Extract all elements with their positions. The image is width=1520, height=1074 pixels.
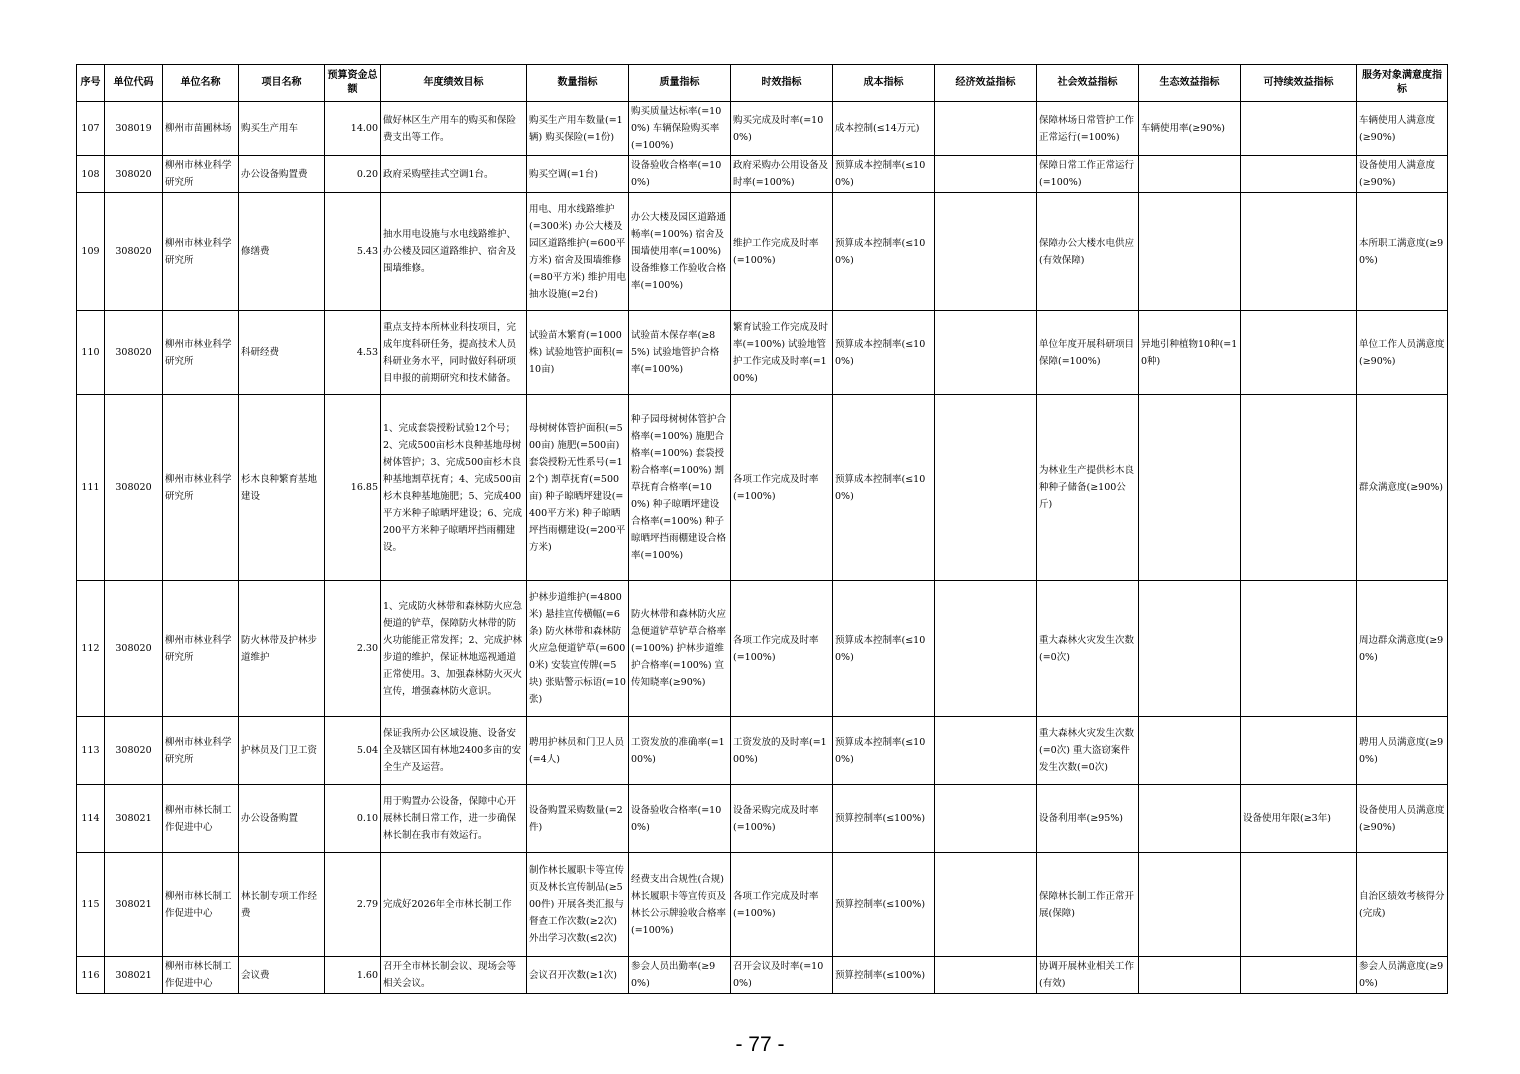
cell-unit-name: 柳州市林长制工作促进中心 (163, 853, 239, 957)
table-row (77, 785, 1448, 853)
cell-budget: 2.79 (325, 853, 381, 957)
cell-cost-indicator: 预算成本控制率(≤100%) (833, 717, 935, 785)
cell-economic-benefit (935, 581, 1037, 717)
cell-project-name: 办公设备购置 (239, 785, 325, 853)
cell-budget: 16.85 (325, 395, 381, 581)
cell-unit-code: 308019 (105, 102, 163, 156)
cell-index: 116 (77, 957, 105, 994)
cell-social-benefit: 重大森林火灾发生次数(=0次) (1037, 581, 1139, 717)
cell-project-name: 护林员及门卫工资 (239, 717, 325, 785)
cell-sustainable-benefit (1241, 311, 1357, 395)
cell-quality-indicator: 购买质量达标率(=100%) 车辆保险购买率(=100%) (629, 102, 731, 156)
cell-social-benefit: 保障林长制工作正常开展(保障) (1037, 853, 1139, 957)
cell-economic-benefit (935, 311, 1037, 395)
cell-economic-benefit (935, 193, 1037, 311)
cell-annual-goal: 政府采购壁挂式空调1台。 (381, 156, 527, 193)
header-unit-code: 单位代码 (105, 65, 163, 102)
cell-satisfaction: 设备使用人满意度(≥90%) (1357, 156, 1448, 193)
header-project-name: 项目名称 (239, 65, 325, 102)
cell-project-name: 修缮费 (239, 193, 325, 311)
cell-annual-goal: 1、完成套袋授粉试验12个号；2、完成500亩杉木良种基地母树树体管护；3、完成500亩杉木良种基地割草抚育；4、完成500亩杉木良种基地施肥；5、完成400平方米种子晾晒坪建设；6、完成200平方米种子晾晒坪挡雨棚建设。 (381, 395, 527, 581)
cell-cost-indicator: 预算成本控制率(≤100%) (833, 311, 935, 395)
cell-timeliness-indicator: 召开会议及时率(=100%) (731, 957, 833, 994)
table-row (77, 853, 1448, 957)
performance-table (76, 64, 1448, 994)
header-social-benefit: 社会效益指标 (1037, 65, 1139, 102)
header-unit-name: 单位名称 (163, 65, 239, 102)
cell-index: 114 (77, 785, 105, 853)
header-cost-indicator: 成本指标 (833, 65, 935, 102)
cell-cost-indicator: 预算成本控制率(≤100%) (833, 395, 935, 581)
cell-satisfaction: 本所职工满意度(≥90%) (1357, 193, 1448, 311)
cell-economic-benefit (935, 395, 1037, 581)
cell-index: 112 (77, 581, 105, 717)
cell-cost-indicator: 成本控制(≤14万元) (833, 102, 935, 156)
cell-sustainable-benefit: 设备使用年限(≥3年) (1241, 785, 1357, 853)
cell-social-benefit: 单位年度开展科研项目保障(=100%) (1037, 311, 1139, 395)
cell-cost-indicator: 预算控制率(≤100%) (833, 853, 935, 957)
cell-unit-code: 308020 (105, 156, 163, 193)
cell-satisfaction: 周边群众满意度(≥90%) (1357, 581, 1448, 717)
cell-ecological-benefit: 异地引种植物10种(=10种) (1139, 311, 1241, 395)
cell-project-name: 会议费 (239, 957, 325, 994)
cell-economic-benefit (935, 102, 1037, 156)
cell-quantity-indicator: 购买空调(=1台) (527, 156, 629, 193)
cell-timeliness-indicator: 购买完成及时率(=100%) (731, 102, 833, 156)
cell-unit-code: 308021 (105, 785, 163, 853)
header-timeliness-indicator: 时效指标 (731, 65, 833, 102)
cell-project-name: 购买生产用车 (239, 102, 325, 156)
cell-quality-indicator: 办公大楼及园区道路通畅率(=100%) 宿舍及围墙使用率(=100%) 设备维修工作验收合格率(=100%) (629, 193, 731, 311)
cell-ecological-benefit (1139, 193, 1241, 311)
cell-satisfaction: 参会人员满意度(≥90%) (1357, 957, 1448, 994)
cell-quality-indicator: 防火林带和森林防火应急便道铲草铲草合格率(=100%) 护林步道维护合格率(=100%) 宣传知晓率(≥90%) (629, 581, 731, 717)
cell-ecological-benefit (1139, 853, 1241, 957)
cell-index: 113 (77, 717, 105, 785)
cell-quantity-indicator: 设备购置采购数量(=2件) (527, 785, 629, 853)
cell-sustainable-benefit (1241, 853, 1357, 957)
cell-cost-indicator: 预算成本控制率(≤100%) (833, 156, 935, 193)
cell-unit-name: 柳州市林业科学研究所 (163, 311, 239, 395)
cell-budget: 5.43 (325, 193, 381, 311)
header-economic-benefit: 经济效益指标 (935, 65, 1037, 102)
cell-budget: 1.60 (325, 957, 381, 994)
cell-project-name: 办公设备购置费 (239, 156, 325, 193)
cell-satisfaction: 聘用人员满意度(≥90%) (1357, 717, 1448, 785)
cell-satisfaction: 单位工作人员满意度(≥90%) (1357, 311, 1448, 395)
table-row (77, 957, 1448, 994)
cell-quantity-indicator: 试验苗木繁育(=1000株) 试验地管护面积(=10亩) (527, 311, 629, 395)
cell-social-benefit: 为林业生产提供杉木良种种子储备(≥100公斤) (1037, 395, 1139, 581)
cell-timeliness-indicator: 各项工作完成及时率(=100%) (731, 395, 833, 581)
cell-budget: 0.20 (325, 156, 381, 193)
cell-social-benefit: 保障林场日常管护工作正常运行(=100%) (1037, 102, 1139, 156)
cell-cost-indicator: 预算控制率(≤100%) (833, 785, 935, 853)
cell-project-name: 林长制专项工作经费 (239, 853, 325, 957)
cell-economic-benefit (935, 717, 1037, 785)
cell-timeliness-indicator: 工资发放的及时率(=100%) (731, 717, 833, 785)
cell-unit-code: 308020 (105, 581, 163, 717)
header-annual-goal: 年度绩效目标 (381, 65, 527, 102)
cell-quality-indicator: 参会人员出勤率(≥90%) (629, 957, 731, 994)
header-budget: 预算资金总额 (325, 65, 381, 102)
page-number: - 77 - (735, 1033, 785, 1056)
table-row (77, 193, 1448, 311)
header-index: 序号 (77, 65, 105, 102)
cell-unit-name: 柳州市林业科学研究所 (163, 156, 239, 193)
cell-cost-indicator: 预算成本控制率(≤100%) (833, 193, 935, 311)
cell-quality-indicator: 工资发放的准确率(=100%) (629, 717, 731, 785)
cell-ecological-benefit (1139, 785, 1241, 853)
cell-budget: 5.04 (325, 717, 381, 785)
cell-timeliness-indicator: 各项工作完成及时率(=100%) (731, 853, 833, 957)
cell-budget: 4.53 (325, 311, 381, 395)
cell-social-benefit: 保障办公大楼水电供应(有效保障) (1037, 193, 1139, 311)
cell-index: 115 (77, 853, 105, 957)
header-sustainable-benefit: 可持续效益指标 (1241, 65, 1357, 102)
cell-economic-benefit (935, 957, 1037, 994)
cell-budget: 14.00 (325, 102, 381, 156)
cell-sustainable-benefit (1241, 193, 1357, 311)
cell-economic-benefit (935, 785, 1037, 853)
header-ecological-benefit: 生态效益指标 (1139, 65, 1241, 102)
cell-cost-indicator: 预算控制率(≤100%) (833, 957, 935, 994)
cell-index: 107 (77, 102, 105, 156)
cell-social-benefit: 保障日常工作正常运行(=100%) (1037, 156, 1139, 193)
cell-sustainable-benefit (1241, 395, 1357, 581)
cell-quality-indicator: 设备验收合格率(=100%) (629, 785, 731, 853)
cell-unit-code: 308020 (105, 395, 163, 581)
cell-social-benefit: 设备利用率(≥95%) (1037, 785, 1139, 853)
cell-sustainable-benefit (1241, 581, 1357, 717)
header-quality-indicator: 质量指标 (629, 65, 731, 102)
cell-index: 110 (77, 311, 105, 395)
cell-unit-name: 柳州市林业科学研究所 (163, 717, 239, 785)
table-row (77, 156, 1448, 193)
cell-index: 111 (77, 395, 105, 581)
table-row (77, 395, 1448, 581)
cell-project-name: 杉木良种繁育基地建设 (239, 395, 325, 581)
cell-quantity-indicator: 护林步道维护(=4800米) 悬挂宣传横幅(=6条) 防火林带和森林防火应急便道铲草(=6000米) 安装宣传牌(=5块) 张贴警示标语(=10张) (527, 581, 629, 717)
cell-unit-name: 柳州市苗圃林场 (163, 102, 239, 156)
cell-satisfaction: 自治区绩效考核得分(完成) (1357, 853, 1448, 957)
cell-quality-indicator: 经费支出合规性(合规) 林长履职卡等宣传页及林长公示牌验收合格率(=100%) (629, 853, 731, 957)
cell-timeliness-indicator: 设备采购完成及时率(=100%) (731, 785, 833, 853)
cell-unit-name: 柳州市林业科学研究所 (163, 193, 239, 311)
cell-quantity-indicator: 购买生产用车数量(=1辆) 购买保险(=1份) (527, 102, 629, 156)
cell-quantity-indicator: 制作林长履职卡等宣传页及林长宣传制品(≥500件) 开展各类汇报与督查工作次数(≥2次) 外出学习次数(≤2次) (527, 853, 629, 957)
cell-unit-name: 柳州市林长制工作促进中心 (163, 957, 239, 994)
table-row (77, 102, 1448, 156)
cell-unit-code: 308021 (105, 957, 163, 994)
cell-unit-name: 柳州市林业科学研究所 (163, 581, 239, 717)
cell-ecological-benefit (1139, 581, 1241, 717)
cell-timeliness-indicator: 繁育试验工作完成及时率(=100%) 试验地管护工作完成及时率(=100%) (731, 311, 833, 395)
cell-unit-code: 308020 (105, 311, 163, 395)
table-row (77, 717, 1448, 785)
cell-cost-indicator: 预算成本控制率(≤100%) (833, 581, 935, 717)
cell-index: 108 (77, 156, 105, 193)
cell-unit-code: 308020 (105, 717, 163, 785)
cell-quality-indicator: 设备验收合格率(=100%) (629, 156, 731, 193)
cell-budget: 2.30 (325, 581, 381, 717)
performance-table-container (76, 64, 1445, 994)
cell-timeliness-indicator: 政府采购办公用设备及时率(=100%) (731, 156, 833, 193)
cell-economic-benefit (935, 853, 1037, 957)
cell-unit-code: 308021 (105, 853, 163, 957)
cell-unit-name: 柳州市林长制工作促进中心 (163, 785, 239, 853)
cell-satisfaction: 群众满意度(≥90%) (1357, 395, 1448, 581)
cell-quantity-indicator: 会议召开次数(≥1次) (527, 957, 629, 994)
cell-sustainable-benefit (1241, 717, 1357, 785)
header-satisfaction: 服务对象满意度指标 (1357, 65, 1448, 102)
cell-quantity-indicator: 母树树体管护面积(=500亩) 施肥(=500亩) 套袋授粉无性系号(=12个) 割草抚育(=500亩) 种子晾晒坪建设(=400平方米) 种子晾晒坪挡雨棚建设(=200平方米) (527, 395, 629, 581)
cell-annual-goal: 1、完成防火林带和森林防火应急便道的铲草，保障防火林带的防火功能能正常发挥；2、完成护林步道的维护，保证林地巡视通道正常使用。3、加强森林防火灭火宣传，增强森林防火意识。 (381, 581, 527, 717)
cell-timeliness-indicator: 维护工作完成及时率(=100%) (731, 193, 833, 311)
cell-ecological-benefit (1139, 957, 1241, 994)
header-row (77, 65, 1448, 102)
cell-satisfaction: 车辆使用人满意度(≥90%) (1357, 102, 1448, 156)
cell-social-benefit: 重大森林火灾发生次数(=0次) 重大盗窃案件发生次数(=0次) (1037, 717, 1139, 785)
cell-sustainable-benefit (1241, 102, 1357, 156)
cell-index: 109 (77, 193, 105, 311)
cell-sustainable-benefit (1241, 957, 1357, 994)
cell-timeliness-indicator: 各项工作完成及时率(=100%) (731, 581, 833, 717)
cell-project-name: 防火林带及护林步道维护 (239, 581, 325, 717)
table-row (77, 311, 1448, 395)
table-body (77, 102, 1448, 994)
cell-annual-goal: 保证我所办公区域设施、设备安全及辖区国有林地2400多亩的安全生产及运营。 (381, 717, 527, 785)
cell-quantity-indicator: 用电、用水线路维护(=300米) 办公大楼及园区道路维护(=600平方米) 宿舍及围墙维修(=80平方米) 维护用电抽水设施(=2台) (527, 193, 629, 311)
cell-satisfaction: 设备使用人员满意度(≥90%) (1357, 785, 1448, 853)
cell-unit-name: 柳州市林业科学研究所 (163, 395, 239, 581)
cell-ecological-benefit (1139, 395, 1241, 581)
cell-economic-benefit (935, 156, 1037, 193)
table-header (77, 65, 1448, 102)
cell-ecological-benefit: 车辆使用率(≥90%) (1139, 102, 1241, 156)
cell-unit-code: 308020 (105, 193, 163, 311)
cell-annual-goal: 做好林区生产用车的购买和保险费支出等工作。 (381, 102, 527, 156)
cell-annual-goal: 抽水用电设施与水电线路维护、办公楼及园区道路维护、宿舍及围墙维修。 (381, 193, 527, 311)
header-quantity-indicator: 数量指标 (527, 65, 629, 102)
cell-project-name: 科研经费 (239, 311, 325, 395)
table-row (77, 581, 1448, 717)
cell-sustainable-benefit (1241, 156, 1357, 193)
cell-annual-goal: 完成好2026年全市林长制工作 (381, 853, 527, 957)
cell-annual-goal: 召开全市林长制会议、现场会等相关会议。 (381, 957, 527, 994)
cell-quality-indicator: 种子园母树树体管护合格率(=100%) 施肥合格率(=100%) 套袋授粉合格率(=100%) 割草抚育合格率(=100%) 种子晾晒坪建设合格率(=100%) 种子晾晒坪挡雨棚建设合格率(=100%) (629, 395, 731, 581)
cell-quantity-indicator: 聘用护林员和门卫人员(=4人) (527, 717, 629, 785)
cell-ecological-benefit (1139, 156, 1241, 193)
cell-quality-indicator: 试验苗木保存率(≥85%) 试验地管护合格率(=100%) (629, 311, 731, 395)
cell-annual-goal: 重点支持本所林业科技项目，完成年度科研任务，提高技术人员科研业务水平，同时做好科研项目申报的前期研究和技术储备。 (381, 311, 527, 395)
cell-social-benefit: 协调开展林业相关工作(有效) (1037, 957, 1139, 994)
cell-annual-goal: 用于购置办公设备，保障中心开展林长制日常工作，进一步确保林长制在我市有效运行。 (381, 785, 527, 853)
cell-budget: 0.10 (325, 785, 381, 853)
cell-ecological-benefit (1139, 717, 1241, 785)
